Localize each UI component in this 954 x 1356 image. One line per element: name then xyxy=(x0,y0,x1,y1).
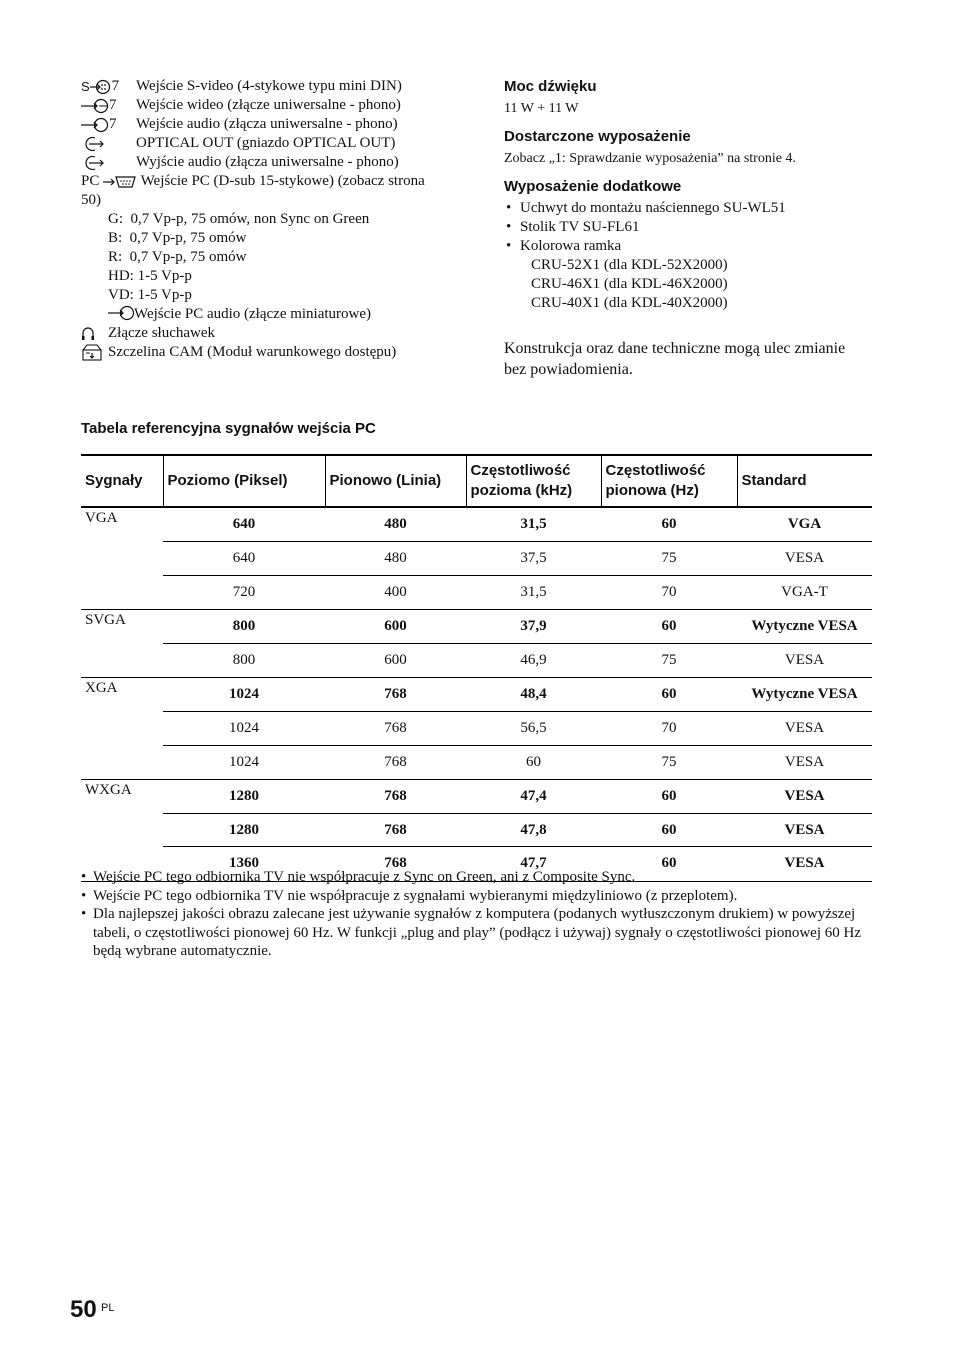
table-row: 720 400 31,5 70 VGA-T xyxy=(81,575,872,609)
table-row: VGA 640 480 31,5 60 VGA xyxy=(81,507,872,542)
supplied-text: Zobacz „1: Sprawdzanie wyposażenia” na stronie 4. xyxy=(504,151,796,166)
audio-input-icon: 7 xyxy=(81,115,136,134)
table-row: 1024 768 60 75 VESA xyxy=(81,745,872,779)
connector-list xyxy=(81,77,441,362)
table-row: 1360 768 47,7 60 VESA xyxy=(81,847,872,881)
headphones-icon xyxy=(81,324,108,343)
video-label: Wejście wideo (złącze uniwersalne - phono) xyxy=(136,97,401,113)
sound-value: 11 W + 11 W xyxy=(504,101,579,116)
table-row: 640 480 37,5 75 VESA xyxy=(81,542,872,576)
footnote-item: • Dla najlepszej jakości obrazu zalecane jest używanie sygnałów z komputera (podanych wytłuszczonym drukiem) w powyższej tabeli, o częstotliwości pionowej 60 Hz. W funkcji „plug and play” (podłącz i używaj) sygnały o częstotliwości pionowej 60 Hz będą wybrane automatycznie. xyxy=(81,905,873,961)
pc-audio-row xyxy=(81,305,441,324)
pc-prefix: PC xyxy=(81,173,100,189)
pc-spec-hd: HD: 1-5 Vp-p xyxy=(108,268,192,284)
header-vfreq: Częstotliwość pionowa (Hz) xyxy=(601,455,737,507)
frame-model-item: CRU-46X1 (dla KDL-46X2000) xyxy=(531,276,728,292)
pc-input-icon xyxy=(103,174,137,190)
video-input-icon: 7 xyxy=(81,96,136,115)
audio-in-label: Wejście audio (złącza uniwersalne - phono) xyxy=(136,116,398,132)
audio-output-icon xyxy=(81,153,136,172)
table-row: 1024 768 56,5 70 VESA xyxy=(81,712,872,746)
header-vertical: Pionowo (Linia) xyxy=(325,455,466,507)
audio-in-row xyxy=(81,115,441,134)
page-number: 50 xyxy=(70,1296,97,1323)
specs-column xyxy=(504,77,884,380)
pc-audio-label: Wejście PC audio (złącze miniaturowe) xyxy=(134,306,372,322)
spec-change-note: Konstrukcja oraz dane techniczne mogą ulec zmianie bez powiadomienia. xyxy=(504,340,846,378)
table-footnotes xyxy=(81,868,873,961)
svideo-label: Wejście S-video (4-stykowe typu mini DIN) xyxy=(136,78,402,94)
table-title: Tabela referencyjna sygnałów wejścia PC xyxy=(81,420,376,437)
pc-audio-input-icon xyxy=(108,305,134,321)
pc-spec-g: G: 0,7 Vp-p, 75 omów, non Sync on Green xyxy=(108,211,370,227)
table-row: WXGA 1280 768 47,4 60 VESA xyxy=(81,779,872,813)
list-item: • Uchwyt do montażu naściennego SU-WL51 xyxy=(504,199,884,218)
video-row xyxy=(81,96,441,115)
footnote-item: • Wejście PC tego odbiornika TV nie współpracuje z Sync on Green, ani z Composite Sync. xyxy=(81,868,873,887)
pc-spec-b: B: 0,7 Vp-p, 75 omów xyxy=(108,230,247,246)
pc-spec-vd: VD: 1-5 Vp-p xyxy=(108,287,192,303)
footnote-item: • Wejście PC tego odbiornika TV nie współpracuje z sygnałami wybieranymi międzyliniowo (z przeplotem). xyxy=(81,887,873,906)
audio-out-row xyxy=(81,153,441,172)
headphones-label: Złącze słuchawek xyxy=(108,325,216,341)
header-standard: Standard xyxy=(737,455,872,507)
sound-heading: Moc dźwięku xyxy=(504,78,597,95)
header-signals: Sygnały xyxy=(81,455,163,507)
cam-label: Szczelina CAM (Moduł warunkowego dostępu) xyxy=(108,344,397,360)
optional-heading: Wyposażenie dodatkowe xyxy=(504,178,682,195)
optical-label: OPTICAL OUT (gniazdo OPTICAL OUT) xyxy=(136,135,396,151)
list-item: • Kolorowa ramka xyxy=(504,237,884,256)
header-horizontal: Poziomo (Piksel) xyxy=(163,455,325,507)
svideo-row xyxy=(81,77,441,96)
pc-label: Wejście PC (D-sub 15-stykowe) (zobacz strona 50) xyxy=(81,173,425,208)
optical-output-icon xyxy=(81,134,136,153)
optical-row xyxy=(81,134,441,153)
table-header-row xyxy=(81,455,872,507)
svideo-input-icon: S 7 xyxy=(81,78,120,94)
page-language-code: PL xyxy=(101,1302,115,1314)
signal-reference-table xyxy=(81,454,872,882)
supplied-heading: Dostarczone wyposażenie xyxy=(504,128,691,145)
cam-slot-icon xyxy=(81,343,108,362)
optional-list xyxy=(504,199,884,313)
table-row: 800 600 46,9 75 VESA xyxy=(81,643,872,677)
list-item: • Stolik TV SU-FL61 xyxy=(504,218,884,237)
headphones-row xyxy=(81,324,441,343)
header-hfreq: Częstotliwość pozioma (kHz) xyxy=(466,455,601,507)
table-row: SVGA 800 600 37,9 60 Wytyczne VESA xyxy=(81,609,872,643)
cam-row xyxy=(81,343,441,362)
pc-row xyxy=(81,172,441,210)
pc-spec-r: R: 0,7 Vp-p, 75 omów xyxy=(108,249,247,265)
table-row: 1280 768 47,8 60 VESA xyxy=(81,813,872,847)
audio-out-label: Wyjście audio (złącza uniwersalne - phono) xyxy=(136,154,399,170)
frame-model-item: CRU-40X1 (dla KDL-40X2000) xyxy=(531,295,728,311)
frame-model-item: CRU-52X1 (dla KDL-52X2000) xyxy=(531,257,728,273)
table-row: XGA 1024 768 48,4 60 Wytyczne VESA xyxy=(81,677,872,711)
